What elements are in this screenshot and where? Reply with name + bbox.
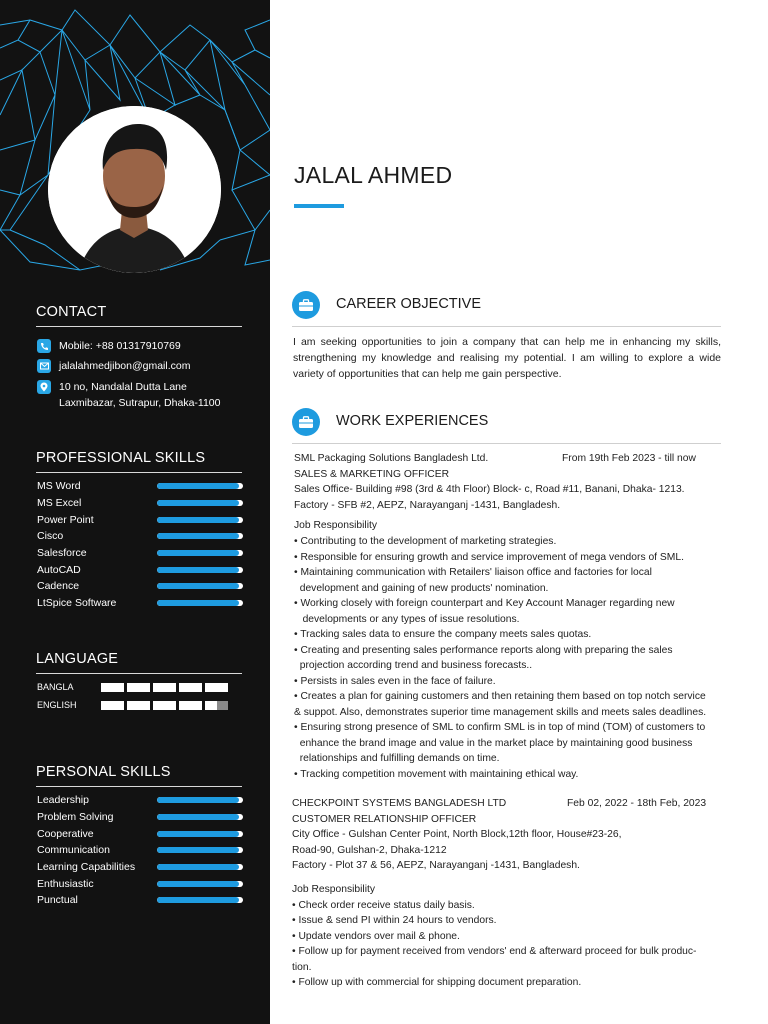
language-label: BANGLA [37,682,74,692]
responsibility-line: • Responsible for ensuring growth and service improvement of mega vendors of SML. [294,551,684,563]
career-objective-rule [292,326,721,327]
responsibility-line: enhance the brand image and value in the market place by maintaining good business [294,737,693,749]
skill-row [37,595,243,612]
skill-row [37,578,243,595]
skill-level-fill [157,483,239,489]
skill-row [37,511,243,528]
skill-level-bar [157,814,243,820]
language-level-block [127,701,150,710]
skill-level-fill [157,847,239,853]
skill-level-bar [157,550,243,556]
skill-level-bar [157,881,243,887]
responsibility-line: & suppot. Also, demonstrates superior time management skills and meets sales deadlines. [294,706,707,718]
language-level-block [101,683,124,692]
responsibility-line: • Ensuring strong presence of SML to confirm SML is in top of mind (TOM) of customers to [294,722,706,733]
skill-level-bar [157,500,243,506]
responsibility-line: • Maintaining communication with Retailers' liaison office and factories for local [294,567,652,578]
contact-email [37,358,190,374]
skill-level-fill [157,583,239,589]
responsibility-line: • Tracking competition movement with maintaining ethical way. [294,768,579,780]
personal-skills-list [37,792,243,909]
skill-label: Leadership [37,794,89,807]
responsibility-line: • Creates a plan for gaining customers and then retaining them based on top notch service [294,691,706,702]
skill-label: Cooperative [37,827,94,840]
skill-row [37,495,243,512]
career-objective-text: I am seeking opportunities to join a company that can help me in enhancing my skills, strengthening my knowledge and realising my potential. I am willing to explore a wide variety of opportunities that can help me gain perspective. [293,336,721,380]
candidate-name: JALAL AHMED [294,162,453,188]
skill-row [37,809,243,826]
contact-phone [37,338,181,354]
job-2-address-2: Road-90, Gulshan-2, Dhaka-1212 [292,844,447,856]
responsibility-line: • Follow up for payment received from vendors' end & afterward proceed for bulk produc- [292,946,697,957]
profile-photo [48,106,221,273]
responsibility-line: • Check order receive status daily basis. [292,899,475,911]
job-2-company: CHECKPOINT SYSTEMS BANGLADESH LTD [292,798,507,809]
sidebar [0,0,270,1024]
skill-row [37,859,243,876]
language-level [101,701,228,710]
responsibility-line: development and gaining of new products' nomination. [294,582,549,594]
location-pin-icon [37,380,51,394]
skill-level-fill [157,567,239,573]
skill-label: LtSpice Software [37,597,117,610]
skill-label: Cadence [37,580,80,593]
skill-level-bar [157,864,243,870]
job-1-role: SALES & MARKETING OFFICER [294,468,450,480]
skill-row [37,892,243,909]
language-label: ENGLISH [37,700,77,710]
skill-label: Communication [37,844,110,857]
skill-level-bar [157,567,243,573]
responsibility-line: • Creating and presenting sales performance reports along with preparing the sales [294,644,673,656]
skill-level-bar [157,897,243,903]
skill-row [37,825,243,842]
email-text[interactable]: jalalahmedjibon@gmail.com [59,360,191,372]
address-line-1: 10 no, Nandalal Dutta Lane [59,381,187,393]
language-level-block [179,701,202,710]
briefcase-icon [292,408,320,436]
skill-level-fill [157,881,239,887]
job-1-address-2: Factory - SFB #2, AEPZ, Narayanganj -1431, Bangladesh. [294,499,561,511]
address-line-2: Laxmibazar, Sutrapur, Dhaka-1100 [59,397,221,409]
responsibility-line: • Working closely with foreign counterpart and Key Account Manager regarding new [294,598,675,609]
skill-label: Power Point [37,513,94,526]
responsibility-line: tion. [292,961,312,973]
responsibility-line: • Persists in sales even in the face of failure. [294,675,496,687]
responsibility-line: projection according trend and business forecasts.. [294,660,533,671]
skill-level-bar [157,517,243,523]
job-2-address-1: City Office - Gulshan Center Point, North Block,12th floor, House#23-26, [292,829,622,840]
briefcase-icon [292,291,320,319]
professional-skills-list [37,478,243,612]
skill-label: Problem Solving [37,811,114,824]
skill-level-fill [157,864,239,870]
language-level-block [205,683,228,692]
job-2-responsibility-title: Job Responsibility [292,884,375,895]
skill-label: MS Word [37,480,81,493]
skill-level-fill [157,831,239,837]
skill-label: AutoCAD [37,563,81,576]
personal-skills-title: PERSONAL SKILLS [36,764,171,780]
personal-skills-rule [36,786,242,787]
contact-address [37,379,220,411]
skill-level-bar [157,600,243,606]
job-2-address-3: Factory - Plot 37 & 56, AEPZ, Narayanganj -1431, Bangladesh. [292,860,580,871]
skill-level-fill [157,533,239,539]
language-rule [36,673,242,674]
name-underline [294,204,344,208]
phone-text: Mobile: +88 01317910769 [59,340,181,352]
skill-level-bar [157,533,243,539]
job-1-dates: From 19th Feb 2023 - till now [562,453,696,464]
skill-label: Learning Capabilities [37,861,136,874]
language-level-block [101,701,124,710]
responsibility-line: • Follow up with commercial for shipping document preparation. [292,977,582,988]
contact-rule [36,326,242,327]
main-content [270,0,768,1024]
skill-level-bar [157,847,243,853]
professional-skills-title: PROFESSIONAL SKILLS [36,450,206,466]
skill-level-fill [157,814,239,820]
work-experiences-rule [292,443,721,444]
responsibility-line: relationships and fulfilling demands on time. [294,753,500,764]
responsibility-line: developments or any types of issue resolutions. [294,613,520,625]
skill-label: Punctual [37,894,78,907]
language-row [37,682,228,692]
skill-level-bar [157,831,243,837]
skill-level-fill [157,517,239,523]
skill-label: MS Excel [37,497,82,510]
job-2-dates: Feb 02, 2022 - 18th Feb, 2023 [567,798,707,809]
skill-level-bar [157,797,243,803]
language-title: LANGUAGE [36,651,119,667]
skill-row [37,792,243,809]
language-row [37,700,228,710]
skill-level-bar [157,483,243,489]
language-level-block [153,683,176,692]
skill-row [37,478,243,495]
contact-title: CONTACT [36,304,107,320]
job-2-role: CUSTOMER RELATIONSHIP OFFICER [292,813,477,825]
responsibility-line: • Issue & send PI within 24 hours to vendors. [292,915,497,926]
job-1-address-1: Sales Office- Building #98 (3rd & 4th Floor) Block- c, Road #11, Banani, Dhaka- 1213. [294,484,685,495]
skill-level-bar [157,583,243,589]
career-objective-title: CAREER OBJECTIVE [336,296,482,312]
skill-level-fill [157,600,239,606]
skill-row [37,561,243,578]
skill-label: Salesforce [37,547,87,560]
skill-level-fill [157,500,239,506]
skill-label: Cisco [37,530,64,543]
responsibility-line: • Update vendors over mail & phone. [292,930,460,942]
skill-level-fill [157,897,239,903]
email-icon [37,359,51,373]
professional-skills-rule [36,472,242,473]
job-1-responsibility-title: Job Responsibility [294,520,377,531]
skill-label: Enthusiastic [37,877,94,890]
language-level-block [179,683,202,692]
job-1-company: SML Packaging Solutions Bangladesh Ltd. [294,453,489,464]
skill-level-fill [157,797,239,803]
work-experiences-title: WORK EXPERIENCES [336,413,489,429]
language-level-block [153,701,176,710]
skill-level-fill [157,550,239,556]
phone-icon [37,339,51,353]
skill-row [37,528,243,545]
skill-row [37,842,243,859]
responsibility-line: • Contributing to the development of marketing strategies. [294,536,557,547]
language-level [101,683,228,692]
skill-row [37,545,243,562]
language-level-block [205,701,228,710]
responsibility-line: • Tracking sales data to ensure the company meets sales quotas. [294,629,592,640]
skill-row [37,875,243,892]
language-level-block [127,683,150,692]
